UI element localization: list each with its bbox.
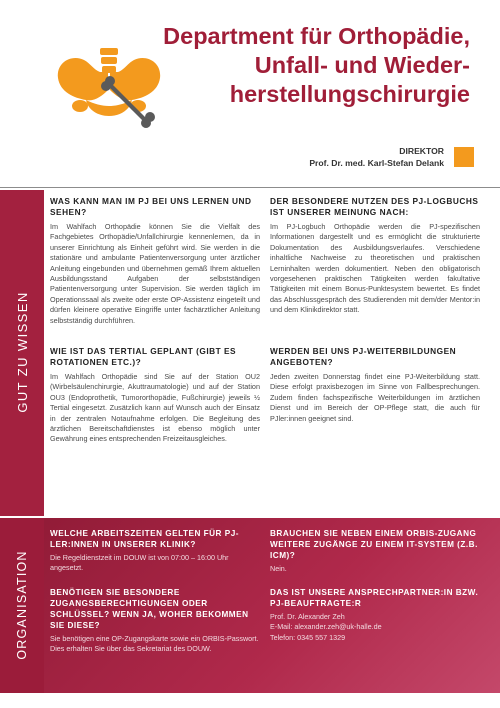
page-title xyxy=(50,22,470,109)
faq-item xyxy=(50,196,260,326)
title-line-3: herstellungschirurgie xyxy=(229,81,470,107)
organisation-answer: Nein. xyxy=(270,564,287,573)
director-info xyxy=(309,146,444,169)
faq-question: WIE IST DAS TERTIAL GEPLANT (GIBT ES ROTATIONEN ETC.)? xyxy=(50,346,237,367)
faq-item xyxy=(270,196,480,316)
director-name: Prof. Dr. med. Karl-Stefan Delank xyxy=(309,157,444,168)
title-line-1: Department für Orthopädie, xyxy=(163,23,470,49)
contact-phone[interactable]: Telefon: 0345 557 1329 xyxy=(270,632,346,642)
organisation-item xyxy=(50,528,260,574)
faq-question: WAS KANN MAN IM PJ BEI UNS LERNEN UND SEHEN? xyxy=(50,196,252,217)
organisation-item xyxy=(270,528,480,574)
organisation-item xyxy=(270,587,480,643)
section-label-gut-zu-wissen: GUT ZU WISSEN xyxy=(14,291,30,413)
faq-answer: Im Wahlfach Orthopädie sind Sie auf der Station OU2 (Wirbelsäulenchirurgie, Akuttraumatologie) und auf der Station OU3 (Endoprothetik, Tumororthopädie, Fußchirurgie) jeweils ½ Tertial eingesetzt. Zusätzlich kann auf Wunsch auch der Einsatz in der zentralen Notaufnahme erfolgen. Die Begleitung des ärztlichen Bereitschaftdienstes ist ebenso möglich unter Gewährung eines entsprechenden Freizeitausgleiches. xyxy=(50,372,260,444)
organisation-question: DAS IST UNSERE ANSPRECHPARTNER:IN BZW. PJ-BEAUFTRAGTE:R xyxy=(270,588,479,608)
contact-name: Prof. Dr. Alexander Zeh xyxy=(270,612,345,621)
accent-square xyxy=(454,147,474,167)
section-label-organisation: ORGANISATION xyxy=(15,550,29,660)
faq-question: WERDEN BEI UNS PJ-WEITERBILDUNGEN ANGEBOTEN? xyxy=(270,346,457,367)
organisation-question: WELCHE ARBEITSZEITEN GELTEN FÜR PJ-LER:INNEN IN UNSERER KLINIK? xyxy=(50,529,239,549)
faq-answer: Im Wahlfach Orthopädie können Sie die Vielfalt des Fachgebietes Orthopädie/Unfallchirurgie kennenlernen, da in unserer Einrichtung als Einheit geführt wird. Sie werden in die stationäre und ambulante Patientenversorgung unter ärztlicher Anleitung eingebunden und übernehmen gemäß Ihrem aktuellen Ausbildungsstand Aufgaben der selbstständigen Patientenversorgung unter Supervision. Sie werden täglich im Operationssaal als zweite oder erste OP-Assistenz eingeteilt und dürfen kleinere operative Eingriffe unter fachärztlicher Anleitung selbstständig durchführen. xyxy=(50,222,260,325)
organisation-question: BENÖTIGEN SIE BESONDERE ZUGANGSBERECHTIGUNGEN ODER SCHLÜSSEL? WENN JA, WOHER BEKOMMEN SIE DIESE? xyxy=(50,588,249,630)
faq-item xyxy=(50,346,260,445)
organisation-question: BRAUCHEN SIE NEBEN EINEM ORBIS-ZUGANG WEITERE ZUGÄNGE ZU EINEM IT-SYSTEM (Z.B. ICM)? xyxy=(270,529,478,560)
faq-answer: Jeden zweiten Donnerstag findet eine PJ-Weiterbildung statt. Diese erfolgt praxisbezogen im Sinne von Fallbesprechungen. Zudem finden fachspezifische Weiterbildungen im ärztlichen Dienst und im Bereich der OP-Pflege statt, die auch für PJler:innen geeignet sind. xyxy=(270,372,480,423)
divider xyxy=(0,187,500,188)
faq-answer: Im PJ-Logbuch Orthopädie werden die PJ-spezifischen Informationen dargestellt und es ermöglicht die strukturierte Dokumentation des Ausbildungsverlaufes. Verschiedene inhaltliche Nachweise zu theoretischen und praktischen Lerninhalten werden dokumentiert. Neben den obligatorisch vorgesehenen praktischen Tätigkeiten werden fakultative Tätigkeiten mit einem Bonus-Punktesystem bewertet. Es findet das Abschlussgespräch des Studierenden mit dem/der Mentor:in und dem Klinikdirektor statt. xyxy=(270,222,480,315)
contact-email[interactable]: E-Mail: alexander.zeh@uk-halle.de xyxy=(270,622,382,632)
organisation-answer: Die Regeldienstzeit im DOUW ist von 07:00 – 16:00 Uhr angesetzt. xyxy=(50,553,229,573)
faq-question: DER BESONDERE NUTZEN DES PJ-LOGBUCHS IST UNSERER MEINUNG NACH: xyxy=(270,196,479,217)
organisation-answer: Sie benötigen eine OP-Zugangskarte sowie ein ORBIS-Passwort. Dies erhalten Sie über das Sekretariat des DOUW. xyxy=(50,634,259,654)
director-label: DIREKTOR xyxy=(399,146,444,156)
organisation-item xyxy=(50,587,260,655)
title-line-2: Unfall- und Wieder- xyxy=(254,52,470,78)
faq-item xyxy=(270,346,480,424)
